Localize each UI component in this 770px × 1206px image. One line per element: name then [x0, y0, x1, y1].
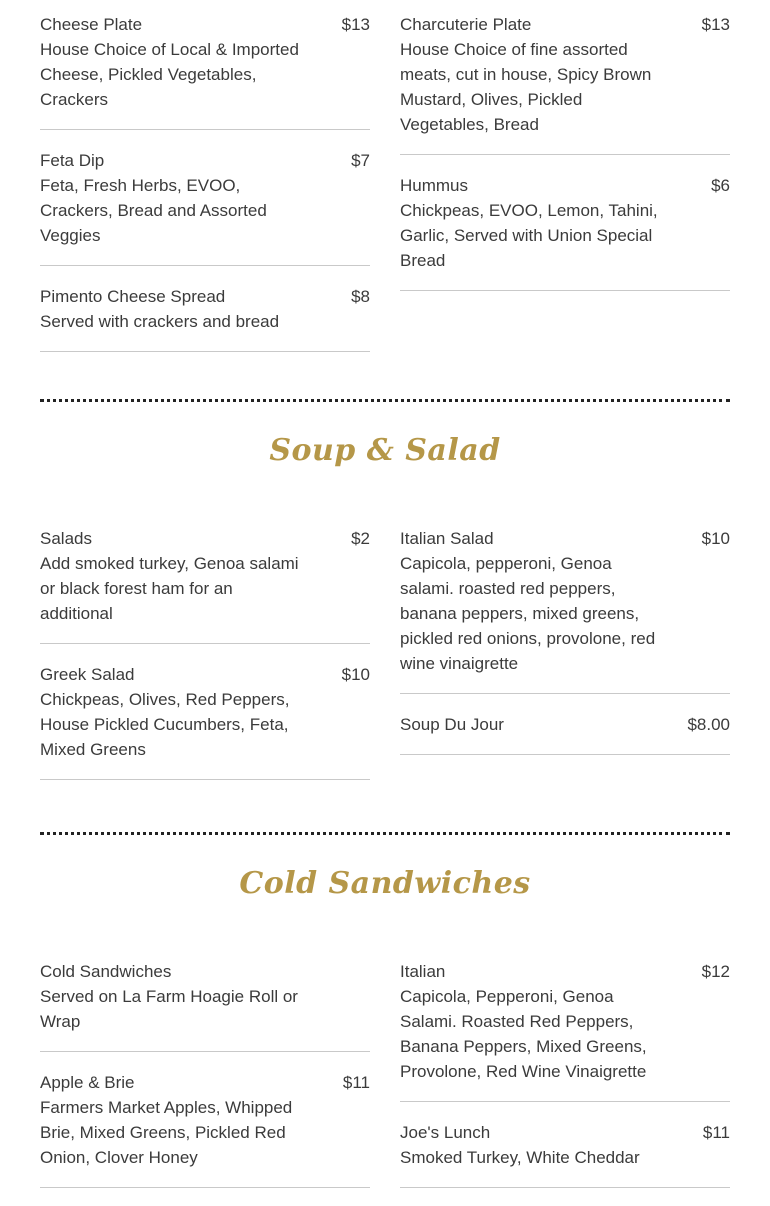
item-name: Italian Salad: [400, 529, 494, 548]
item-description: House Choice of Local & Imported Cheese, Pickled Vegetables, Crackers: [40, 40, 299, 109]
item-name: Soup Du Jour: [400, 715, 504, 734]
menu-item: [40, 148, 370, 266]
menu-item: [40, 12, 370, 130]
item-name: Hummus: [400, 176, 469, 195]
item-price: $13: [341, 15, 370, 34]
item-name: Joe's Lunch: [400, 1123, 491, 1142]
item-description: House Choice of fine assorted meats, cut in house, Spicy Brown Mustard, Olives, Pickled Vegetables, Bread: [400, 40, 652, 134]
menu-item: [400, 173, 730, 291]
item-price: $11: [342, 1073, 370, 1092]
item-description: Chickpeas, EVOO, Lemon, Tahini, Garlic, Served with Union Special Bread: [400, 201, 658, 270]
item-price: $2: [351, 529, 370, 548]
item-name: Apple & Brie: [40, 1073, 135, 1092]
item-description: Feta, Fresh Herbs, EVOO, Crackers, Bread and Assorted Veggies: [40, 176, 267, 245]
item-name: Cold Sandwiches: [40, 962, 172, 981]
item-name: Greek Salad: [40, 665, 135, 684]
item-price: $6: [711, 176, 730, 195]
item-description: Capicola, Pepperoni, Genoa Salami. Roasted Red Peppers, Banana Peppers, Mixed Greens, Provolone, Red Wine Vinaigrette: [400, 987, 647, 1081]
menu-item: [400, 1120, 730, 1188]
item-price: $8.00: [687, 715, 730, 734]
item-price: $11: [702, 1123, 730, 1142]
item-description: Capicola, pepperoni, Genoa salami. roasted red peppers, banana peppers, mixed greens, pickled red onions, provolone, red wine vinaigrette: [400, 554, 656, 673]
cold-sandwiches-left-column: [40, 959, 370, 1206]
menu-item: [40, 662, 370, 780]
section-divider: [40, 399, 730, 402]
item-description: Farmers Market Apples, Whipped Brie, Mixed Greens, Pickled Red Onion, Clover Honey: [40, 1098, 293, 1167]
item-name: Italian: [400, 962, 446, 981]
menu-item: [40, 1070, 370, 1188]
item-description: Add smoked turkey, Genoa salami or black forest ham for an additional: [40, 554, 299, 623]
section-title-soup-salad: Soup & Salad: [269, 433, 501, 468]
item-description: Served with crackers and bread: [40, 312, 280, 331]
menu-item: [40, 526, 370, 644]
menu-item: [40, 284, 370, 352]
item-name: Feta Dip: [40, 151, 105, 170]
cold-sandwiches-right-column: [400, 959, 730, 1206]
item-description: Served on La Farm Hoagie Roll or Wrap: [40, 987, 298, 1031]
soup-salad-right-column: [400, 526, 730, 773]
item-name: Charcuterie Plate: [400, 15, 532, 34]
menu-item: [400, 526, 730, 694]
section-divider: [40, 832, 730, 835]
item-description: Chickpeas, Olives, Red Peppers, House Pickled Cucumbers, Feta, Mixed Greens: [40, 690, 290, 759]
menu-item: [400, 12, 730, 155]
appetizers-right-column: [400, 12, 730, 309]
menu-item: [400, 959, 730, 1102]
item-price: $13: [701, 15, 730, 34]
menu-item: [40, 959, 370, 1052]
item-price: $8: [351, 287, 370, 306]
item-price: $10: [341, 665, 370, 684]
item-name: Pimento Cheese Spread: [40, 287, 226, 306]
appetizers-left-column: [40, 12, 370, 370]
item-description: Smoked Turkey, White Cheddar: [400, 1148, 640, 1167]
item-price: $10: [701, 529, 730, 548]
item-price: $12: [701, 962, 730, 981]
section-title-cold-sandwiches: Cold Sandwiches: [239, 866, 531, 901]
item-price: $7: [351, 151, 370, 170]
item-name: Cheese Plate: [40, 15, 143, 34]
menu-item: [400, 712, 730, 755]
item-name: Salads: [40, 529, 92, 548]
soup-salad-left-column: [40, 526, 370, 798]
